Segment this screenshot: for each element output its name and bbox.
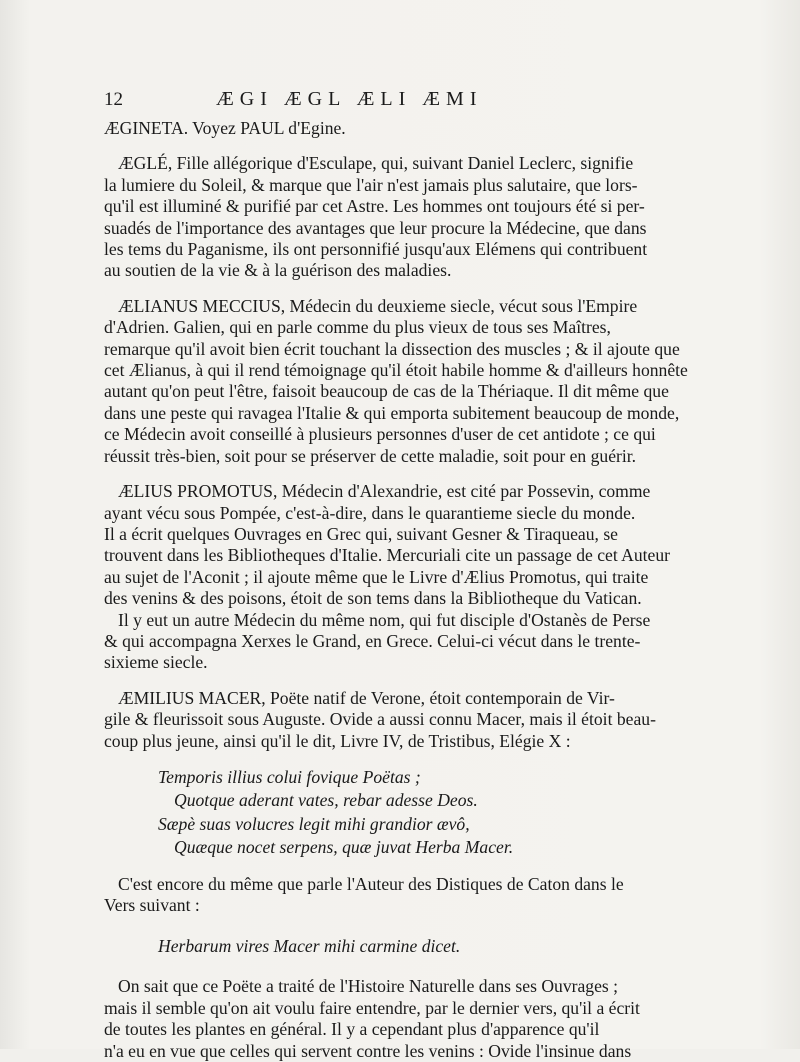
text-line: C'est encore du même que parle l'Auteur des Distiques de Caton dans le <box>118 873 624 894</box>
text-line: la lumiere du Soleil, & marque que l'air n'est jamais plus salutaire, que lors- <box>104 174 638 195</box>
text-line: On sait que ce Poëte a traité de l'Histoire Naturelle dans ses Ouvrages ; <box>118 976 619 997</box>
verse-line: Quotque aderant vates, rebar adesse Deos. <box>174 790 478 811</box>
text-line: qu'il est illuminé & purifié par cet Astre. Les hommes ont toujours été si per- <box>104 196 645 217</box>
text-line: au sujet de l'Aconit ; il ajoute même que le Livre d'Ælius Promotus, qui traite <box>104 566 649 587</box>
text-line: ÆGLÉ, Fille allégorique d'Esculape, qui, suivant Daniel Leclerc, signifie <box>118 153 634 174</box>
text-line: les tems du Paganisme, ils ont personnifié jusqu'aux Elémens qui contribuent <box>104 239 648 260</box>
page-number: 12 <box>104 89 123 110</box>
text-line: n'a eu en vue que celles qui servent contre les venins : Ovide l'insinue dans <box>104 1040 632 1061</box>
text-line: remarque qu'il avoit bien écrit touchant la dissection des muscles ; & il ajoute que <box>104 338 680 359</box>
text-line: ÆMILIUS MACER, Poëte natif de Verone, étoit contemporain de Vir- <box>118 687 615 708</box>
entry-aelius <box>104 481 772 674</box>
text-line: ce Médecin avoit conseillé à plusieurs personnes d'user de cet antidote ; ce qui <box>104 424 656 445</box>
text-line: réussit très-bien, soit pour se préserver de cette maladie, soit pour en guérir. <box>104 445 637 466</box>
text-line: de toutes les plantes en général. Il y a cependant plus d'apparence qu'il <box>104 1019 600 1040</box>
verse-line: Herbarum vires Macer mihi carmine dicet. <box>158 935 461 956</box>
running-title: ÆGI ÆGL ÆLI ÆMI <box>216 88 483 110</box>
text-line: sixieme siecle. <box>104 652 208 673</box>
verse-quotation <box>158 766 772 860</box>
running-header <box>104 88 644 111</box>
entry-aegle <box>104 153 772 281</box>
text-line: Il y eut un autre Médecin du même nom, qui fut disciple d'Ostanès de Perse <box>118 609 651 630</box>
distiques-paragraph <box>104 874 772 917</box>
closing-paragraph <box>104 976 772 1062</box>
text-line: coup plus jeune, ainsi qu'il le dit, Livre IV, de Tristibus, Elégie X : <box>104 730 571 751</box>
text-line: autant qu'on peut l'être, faisoit beaucoup de cas de la Thériaque. Il dit même que <box>104 381 669 402</box>
text-line: des venins & des poisons, étoit de son tems dans la Bibliotheque du Vatican. <box>104 588 642 609</box>
verse-line: Quæque nocet serpens, quæ juvat Herba Macer. <box>174 837 514 858</box>
distique-verse <box>158 935 772 959</box>
entry-aemilius <box>104 688 772 752</box>
verse-line: Temporis illius colui fovique Poëtas ; <box>158 766 421 787</box>
text-line: ÆLIANUS MECCIUS, Médecin du deuxieme siecle, vécut sous l'Empire <box>118 295 638 316</box>
text-line: trouvent dans les Bibliotheques d'Italie. Mercuriali cite un passage de cet Auteur <box>104 545 670 566</box>
text-line: Vers suivant : <box>104 895 200 916</box>
text-line: au soutien de la vie & à la guérison des maladies. <box>104 260 452 281</box>
text-line: ÆGINETA. Voyez PAUL d'Egine. <box>104 118 346 138</box>
text-line: dans une peste qui ravagea l'Italie & qui emporta subitement beaucoup de monde, <box>104 402 680 423</box>
text-line: & qui accompagna Xerxes le Grand, en Grece. Celui-ci vécut dans le trente- <box>104 630 641 651</box>
verse-line: Sæpè suas volucres legit mihi grandior ævô, <box>158 813 470 834</box>
text-line: mais il semble qu'on ait voulu faire entendre, par le dernier vers, qu'il a écrit <box>104 997 640 1018</box>
text-line: cet Ælianus, à qui il rend témoignage qu'il étoit habile homme & d'ailleurs honnête <box>104 360 688 381</box>
text-line: gile & fleurissoit sous Auguste. Ovide a aussi connu Macer, mais il étoit beau- <box>104 709 656 730</box>
entry-aelianus <box>104 296 772 467</box>
entry-aegineta <box>104 118 772 139</box>
text-line: d'Adrien. Galien, qui en parle comme du plus vieux de tous ses Maîtres, <box>104 317 611 338</box>
text-line: suadés de l'importance des avantages que leur procure la Médecine, que dans <box>104 217 647 238</box>
text-line: Il a écrit quelques Ouvrages en Grec qui, suivant Gesner & Tiraqueau, se <box>104 523 618 544</box>
page-body <box>104 118 772 1062</box>
text-line: ayant vécu sous Pompée, c'est-à-dire, dans le quarantieme siecle du monde. <box>104 502 636 523</box>
text-line: ÆLIUS PROMOTUS, Médecin d'Alexandrie, est cité par Possevin, comme <box>118 481 651 502</box>
